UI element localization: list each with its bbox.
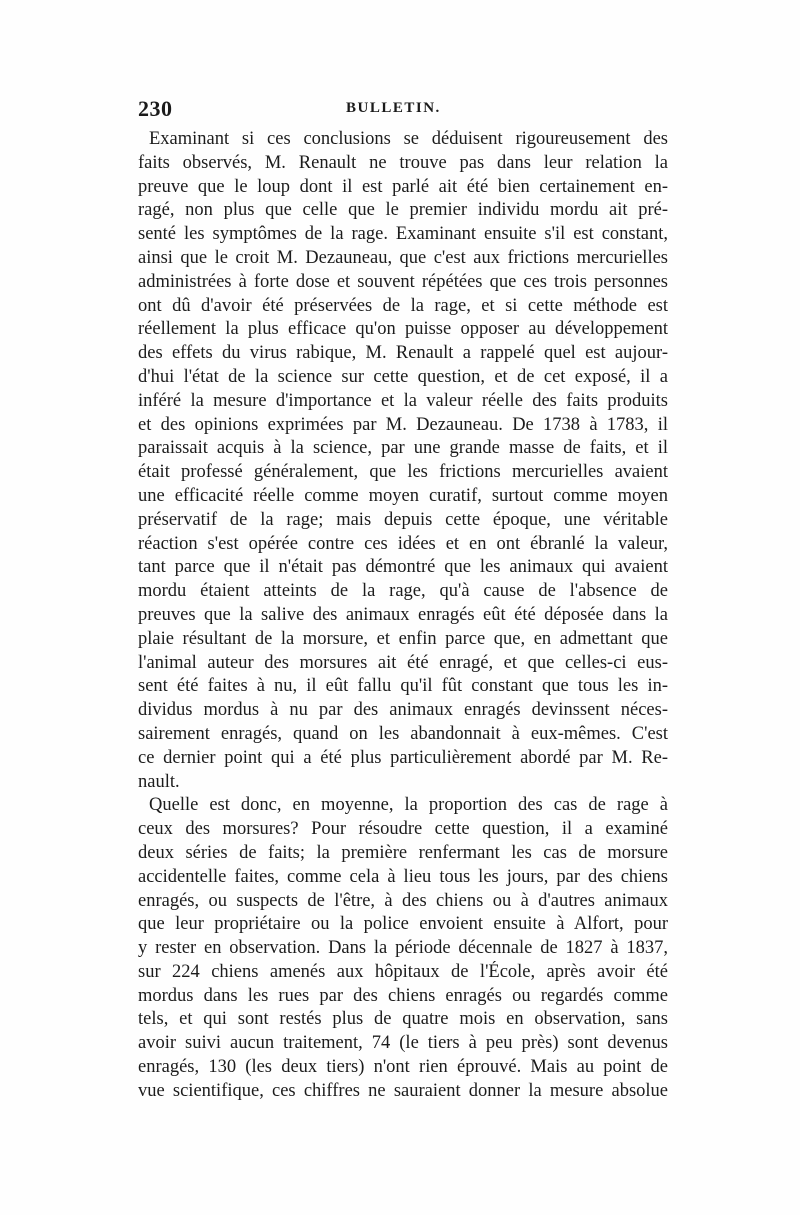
text-line: d'hui l'état de la science sur cette question, et de cet exposé, il a [138, 366, 668, 387]
text-line: une efficacité réelle comme moyen curatif, surtout comme moyen [138, 485, 668, 506]
body-text [138, 128, 668, 1104]
text-line: Quelle est donc, en moyenne, la proportion des cas de rage à [149, 795, 668, 816]
text-line: sur 224 chiens amenés aux hôpitaux de l'École, après avoir été [138, 961, 668, 982]
paragraph-2 [138, 794, 668, 1103]
text-line: vue scientifique, ces chiffres ne sauraient donner la mesure absolue [138, 1080, 668, 1101]
text-line: faits observés, M. Renault ne trouve pas dans leur relation la [138, 152, 668, 173]
text-line: préservatif de la rage; mais depuis cette époque, une véritable [138, 509, 668, 530]
text-line: ceux des morsures? Pour résoudre cette question, il a examiné [138, 819, 668, 840]
text-line: des effets du virus rabique, M. Renault a rappelé quel est aujour- [138, 343, 668, 364]
text-line: sent été faites à nu, il eût fallu qu'il fût constant que tous les in- [138, 676, 668, 697]
text-line: avoir suivi aucun traitement, 74 (le tiers à peu près) sont devenus [138, 1033, 668, 1054]
text-line: réaction s'est opérée contre ces idées et en ont ébranlé la valeur, [138, 533, 668, 554]
text-line: tels, et qui sont restés plus de quatre mois en observation, sans [138, 1009, 668, 1030]
text-line: était professé généralement, que les frictions mercurielles avaient [138, 462, 668, 483]
text-line: ont dû d'avoir été préservées de la rage, et si cette méthode est [138, 295, 668, 316]
paragraph-1 [138, 128, 668, 794]
text-line: preuves que la salive des animaux enragés eût été déposée dans la [138, 604, 668, 625]
text-line: accidentelle faites, comme cela à lieu tous les jours, par des chiens [138, 866, 668, 887]
page-number: 230 [138, 96, 173, 121]
running-head: BULLETIN. [346, 100, 441, 116]
text-line: deux séries de faits; la première renfermant les cas de morsure [138, 842, 668, 863]
text-line: réellement la plus efficace qu'on puisse opposer au développement [138, 319, 668, 340]
text-line: administrées à forte dose et souvent répétées que ces trois personnes [138, 271, 668, 292]
text-line: nault. [138, 771, 180, 792]
text-line: tant parce que il n'était pas démontré que les animaux qui avaient [138, 557, 668, 578]
text-line: sairement enragés, quand on les abandonnait à eux-mêmes. C'est [138, 723, 668, 744]
text-line: mordu étaient atteints de la rage, qu'à cause de l'absence de [138, 581, 668, 602]
text-line: plaie résultant de la morsure, et enfin parce que, en admettant que [138, 628, 668, 649]
page-header [138, 96, 668, 126]
text-line: senté les symptômes de la rage. Examinant ensuite s'il est constant, [138, 224, 668, 245]
text-line: paraissait acquis à la science, par une grande masse de faits, et il [138, 438, 668, 459]
text-line: Examinant si ces conclusions se déduisent rigoureusement des [149, 129, 668, 149]
text-line: ragé, non plus que celle que le premier individu mordu ait pré- [138, 200, 668, 221]
text-line: mordus dans les rues par des chiens enragés ou regardés comme [138, 985, 668, 1006]
text-line: preuve que le loup dont il est parlé ait été bien certainement en- [138, 176, 668, 197]
text-line: que leur propriétaire ou la police envoient ensuite à Alfort, pour [138, 914, 668, 935]
text-line: dividus mordus à nu par des animaux enragés devinssent néces- [138, 700, 668, 721]
text-line: ainsi que le croit M. Dezauneau, que c'est aux frictions mercurielles [138, 247, 668, 268]
text-line: ce dernier point qui a été plus particulièrement abordé par M. Re- [138, 747, 668, 768]
text-line: inféré la mesure d'importance et la valeur réelle des faits produits [138, 390, 668, 411]
text-line: l'animal auteur des morsures ait été enragé, et que celles-ci eus- [138, 652, 668, 673]
text-line: enragés, ou suspects de l'être, à des chiens ou à d'autres animaux [138, 890, 668, 911]
text-line: enragés, 130 (les deux tiers) n'ont rien éprouvé. Mais au point de [138, 1057, 668, 1078]
text-line: y rester en observation. Dans la période décennale de 1827 à 1837, [138, 938, 668, 959]
text-line: et des opinions exprimées par M. Dezauneau. De 1738 à 1783, il [138, 414, 668, 435]
